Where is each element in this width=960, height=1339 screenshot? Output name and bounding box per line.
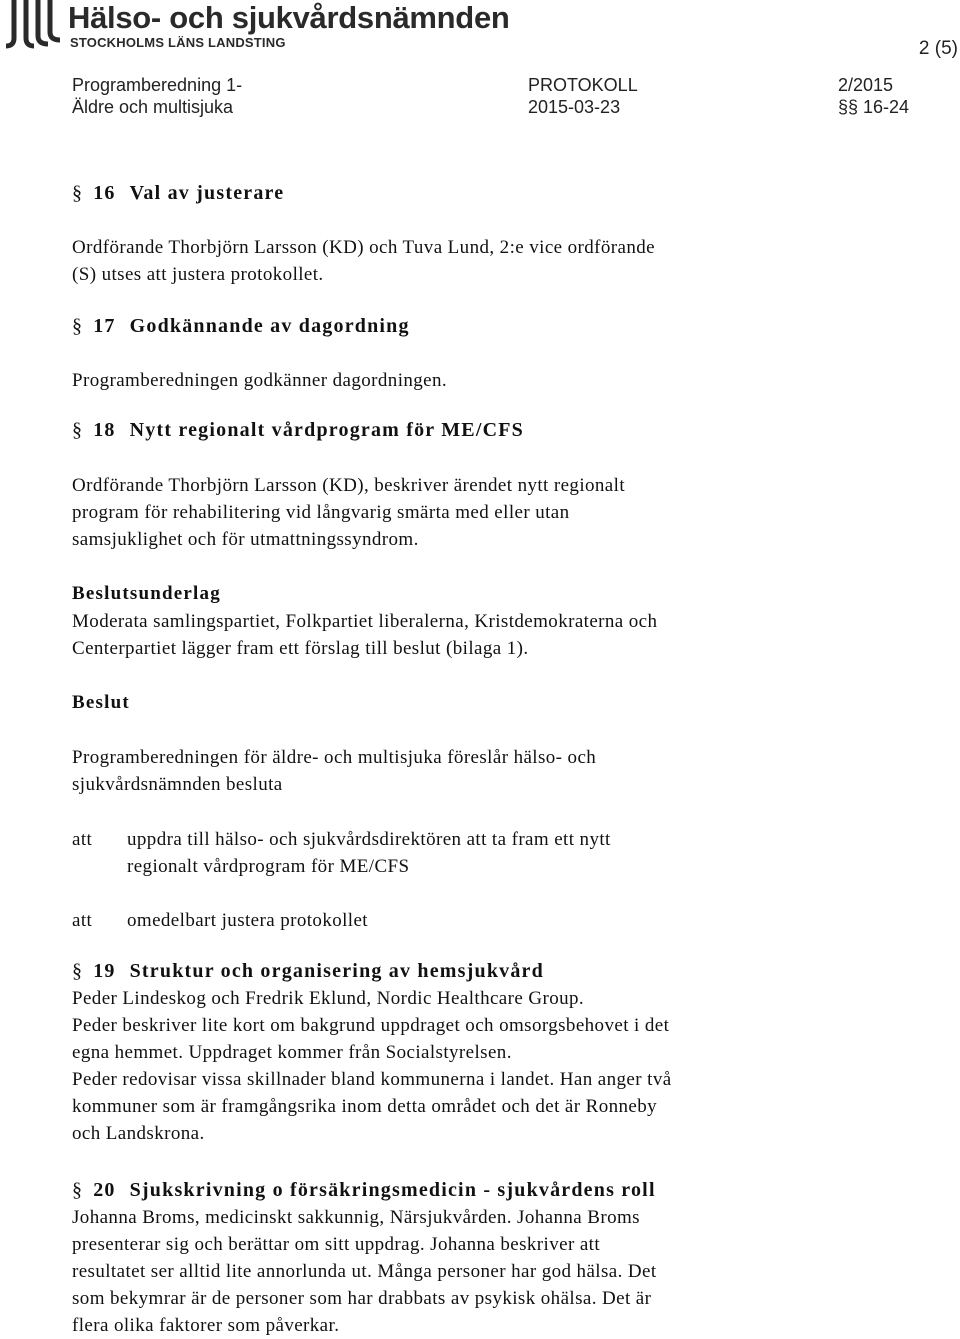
section-18-text — [72, 472, 625, 553]
section-number: 16 — [93, 182, 116, 204]
text-line: och Landskrona. — [72, 1123, 205, 1144]
text-line: Peder redovisar vissa skillnader bland kommunerna i landet. Han anger två — [72, 1069, 672, 1090]
paragraph-sign: § — [72, 315, 84, 337]
text-line: Moderata samlingspartiet, Folkpartiet liberalerna, Kristdemokraterna och — [72, 611, 658, 632]
text-line: uppdra till hälso- och sjukvårdsdirektören att ta fram ett nytt — [127, 829, 611, 850]
page-number: 2 (5) — [918, 38, 958, 59]
section-title: Struktur och organisering av hemsjukvård — [129, 960, 544, 982]
text-line: presenterar sig och berättar om sitt uppdrag. Johanna beskriver att — [72, 1234, 601, 1255]
section-19-text — [72, 985, 672, 1147]
text-line: Peder Lindeskog och Fredrik Eklund, Nordic Healthcare Group. — [72, 988, 585, 1009]
protocol-number: 2/2015 — [838, 75, 894, 95]
document-type: PROTOKOLL — [528, 75, 638, 95]
committee-info — [72, 74, 242, 118]
text-line: Ordförande Thorbjörn Larsson (KD) och Tuva Lund, 2:e vice ordförande — [72, 237, 655, 258]
document-date: 2015-03-23 — [528, 97, 621, 117]
section-title: Nytt regionalt vårdprogram för ME/CFS — [129, 419, 524, 441]
text-line: program för rehabilitering vid långvarig smärta med eller utan — [72, 502, 570, 523]
decision-heading: Beslut — [72, 692, 130, 713]
text-line: omedelbart justera protokollet — [127, 910, 368, 931]
section-number: 19 — [93, 960, 116, 982]
decision-item-text — [127, 826, 611, 880]
committee-subname: Äldre och multisjuka — [72, 97, 234, 117]
protocol-paragraphs: §§ 16-24 — [838, 97, 910, 117]
text-line: Centerpartiet lägger fram ett förslag till beslut (bilaga 1). — [72, 638, 529, 659]
decision-item-marker: att — [72, 910, 93, 931]
basis-text — [72, 608, 657, 662]
paragraph-sign: § — [72, 419, 84, 441]
text-line: Ordförande Thorbjörn Larsson (KD), beskriver ärendet nytt regionalt — [72, 475, 626, 496]
text-line: egna hemmet. Uppdraget kommer från Socialstyrelsen. — [72, 1042, 512, 1063]
section-title: Sjukskrivning o försäkringsmedicin - sjukvårdens roll — [129, 1179, 656, 1201]
organization-subtitle: STOCKHOLMS LÄNS LANDSTING — [70, 35, 286, 50]
document-info — [528, 74, 638, 118]
section-number: 17 — [93, 315, 116, 337]
text-line: (S) utses att justera protokollet. — [72, 264, 324, 285]
text-line: Programberedningen för äldre- och multisjuka föreslår hälso- och — [72, 747, 597, 768]
section-17-text — [72, 367, 447, 394]
decision-text — [72, 744, 596, 798]
decision-item-marker: att — [72, 829, 93, 850]
section-heading-18 — [72, 418, 524, 442]
text-line: resultatet ser alltid lite annorlunda ut. Många personer har god hälsa. Det — [72, 1261, 657, 1282]
section-title: Godkännande av dagordning — [129, 315, 410, 337]
section-heading-20 — [72, 1178, 656, 1202]
section-heading-19 — [72, 959, 544, 983]
paragraph-sign: § — [72, 1179, 84, 1201]
text-line: kommuner som är framgångsrika inom detta området och det är Ronneby — [72, 1096, 658, 1117]
committee-name: Programberedning 1- — [72, 75, 243, 95]
section-16-text — [72, 234, 655, 288]
paragraph-sign: § — [72, 182, 84, 204]
text-line: flera olika faktorer som påverkar. — [72, 1315, 340, 1336]
section-title: Val av justerare — [129, 182, 285, 204]
protocol-ref — [838, 74, 909, 118]
text-line: sjukvårdsnämnden besluta — [72, 774, 283, 795]
organization-name: Hälso- och sjukvårdsnämnden — [68, 0, 510, 35]
section-heading-16 — [72, 181, 284, 205]
text-line: som bekymrar är de personer som har drabbats av psykisk ohälsa. Det är — [72, 1288, 652, 1309]
text-line: regionalt vårdprogram för ME/CFS — [127, 856, 410, 877]
county-council-logo — [2, 0, 62, 50]
text-line: Programberedningen godkänner dagordningen. — [72, 370, 448, 391]
section-number: 18 — [93, 419, 116, 441]
decision-item-text — [127, 907, 368, 934]
section-heading-17 — [72, 314, 410, 338]
basis-heading: Beslutsunderlag — [72, 583, 221, 604]
text-line: Johanna Broms, medicinskt sakkunnig, Närsjukvården. Johanna Broms — [72, 1207, 640, 1228]
section-20-text — [72, 1204, 657, 1339]
text-line: samsjuklighet och för utmattningssyndrom. — [72, 529, 419, 550]
section-number: 20 — [93, 1179, 116, 1201]
text-line: Peder beskriver lite kort om bakgrund uppdraget och omsorgsbehovet i det — [72, 1015, 670, 1036]
paragraph-sign: § — [72, 960, 84, 982]
